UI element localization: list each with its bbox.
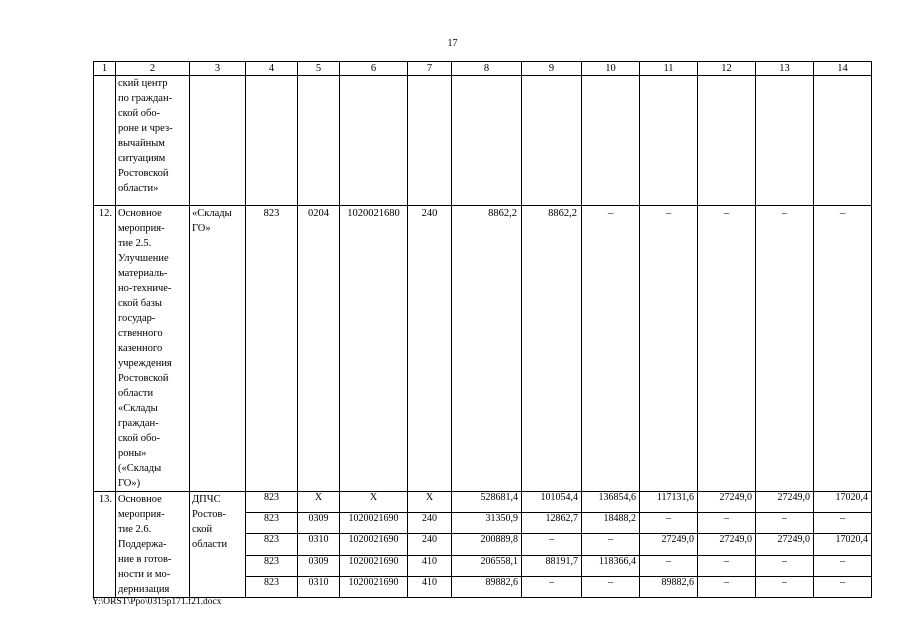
value-cell: 823 bbox=[246, 206, 298, 492]
value-cell: 240 bbox=[408, 513, 452, 534]
text-line: Основное bbox=[118, 494, 162, 505]
text-line: тие 2.6. bbox=[118, 524, 152, 535]
value-cell: 31350,9 bbox=[452, 513, 522, 534]
cell bbox=[756, 76, 814, 206]
value-cell: 1020021680 bbox=[340, 206, 408, 492]
row-number: 13. bbox=[94, 492, 116, 598]
value-cell: – bbox=[522, 534, 582, 555]
column-header: 8 bbox=[452, 62, 522, 76]
text-line: ской bbox=[192, 524, 213, 535]
cell bbox=[582, 76, 640, 206]
value-cell: 823 bbox=[246, 576, 298, 597]
value-cell: – bbox=[522, 576, 582, 597]
text-line: вычайным bbox=[118, 138, 165, 149]
text-line: по граждан- bbox=[118, 93, 173, 104]
cell bbox=[298, 76, 340, 206]
cell bbox=[246, 76, 298, 206]
value-cell: 0204 bbox=[298, 206, 340, 492]
column-header: 6 bbox=[340, 62, 408, 76]
value-cell: 12862,7 bbox=[522, 513, 582, 534]
value-cell: – bbox=[582, 206, 640, 492]
value-cell: – bbox=[814, 576, 872, 597]
value-cell: – bbox=[698, 513, 756, 534]
value-cell: 410 bbox=[408, 576, 452, 597]
table-row bbox=[94, 76, 872, 206]
value-cell: – bbox=[756, 206, 814, 492]
value-cell: Х bbox=[408, 492, 452, 513]
name-cell bbox=[116, 492, 190, 598]
value-cell: – bbox=[756, 576, 814, 597]
value-cell: 240 bbox=[408, 206, 452, 492]
cell bbox=[522, 76, 582, 206]
text-line: ской базы bbox=[118, 298, 162, 309]
value-cell: – bbox=[756, 555, 814, 576]
value-cell: – bbox=[756, 513, 814, 534]
text-line: ности и мо- bbox=[118, 569, 171, 580]
value-cell: 136854,6 bbox=[582, 492, 640, 513]
text-line: «Склады bbox=[192, 208, 232, 219]
text-line: тие 2.5. bbox=[118, 238, 152, 249]
text-line: Основное bbox=[118, 208, 162, 219]
value-cell: 823 bbox=[246, 534, 298, 555]
text-line: но-техниче- bbox=[118, 283, 172, 294]
value-cell: 823 bbox=[246, 555, 298, 576]
text-line: мероприя- bbox=[118, 223, 165, 234]
column-header: 3 bbox=[190, 62, 246, 76]
text-line: роне и чрез- bbox=[118, 123, 173, 134]
value-cell: – bbox=[582, 576, 640, 597]
value-cell: 528681,4 bbox=[452, 492, 522, 513]
cell bbox=[452, 76, 522, 206]
text-line: ГО» bbox=[192, 223, 211, 234]
column-header: 13 bbox=[756, 62, 814, 76]
value-cell: 101054,4 bbox=[522, 492, 582, 513]
value-cell: 27249,0 bbox=[640, 534, 698, 555]
text-line: мероприя- bbox=[118, 509, 165, 520]
text-line: казенного bbox=[118, 343, 163, 354]
column-header: 4 bbox=[246, 62, 298, 76]
text-line: роны» bbox=[118, 448, 147, 459]
value-cell: 1020021690 bbox=[340, 555, 408, 576]
budget-table bbox=[93, 61, 872, 598]
value-cell: 27249,0 bbox=[698, 492, 756, 513]
value-cell: 27249,0 bbox=[698, 534, 756, 555]
value-cell: 823 bbox=[246, 513, 298, 534]
cell bbox=[190, 76, 246, 206]
text-line: учреждения bbox=[118, 358, 172, 369]
value-cell: 206558,1 bbox=[452, 555, 522, 576]
column-header: 7 bbox=[408, 62, 452, 76]
column-header: 2 bbox=[116, 62, 190, 76]
text-line: («Склады bbox=[118, 463, 162, 474]
value-cell: 27249,0 bbox=[756, 534, 814, 555]
cell bbox=[814, 76, 872, 206]
value-cell: – bbox=[640, 555, 698, 576]
text-line: ГО») bbox=[118, 478, 141, 489]
value-cell: 18488,2 bbox=[582, 513, 640, 534]
value-cell: 17020,4 bbox=[814, 534, 872, 555]
value-cell: 823 bbox=[246, 492, 298, 513]
text-line: Поддержа- bbox=[118, 539, 167, 550]
value-cell: – bbox=[698, 206, 756, 492]
value-cell: 8862,2 bbox=[522, 206, 582, 492]
text-line: граждан- bbox=[118, 418, 159, 429]
value-cell: 240 bbox=[408, 534, 452, 555]
value-cell: 1020021690 bbox=[340, 534, 408, 555]
value-cell: – bbox=[814, 206, 872, 492]
text-line: дернизация bbox=[118, 584, 170, 595]
column-header: 11 bbox=[640, 62, 698, 76]
cell bbox=[640, 76, 698, 206]
text-line: Ростовской bbox=[118, 168, 169, 179]
text-line: ственного bbox=[118, 328, 163, 339]
text-line: Улучшение bbox=[118, 253, 169, 264]
cell bbox=[94, 76, 116, 206]
value-cell: 1020021690 bbox=[340, 576, 408, 597]
cell bbox=[340, 76, 408, 206]
value-cell: 410 bbox=[408, 555, 452, 576]
executor-cell bbox=[190, 492, 246, 598]
header-row bbox=[94, 62, 872, 76]
value-cell: Х bbox=[298, 492, 340, 513]
value-cell: 89882,6 bbox=[452, 576, 522, 597]
column-header: 12 bbox=[698, 62, 756, 76]
text-line: ской обо- bbox=[118, 433, 161, 444]
text-line: «Склады bbox=[118, 403, 158, 414]
value-cell: 0309 bbox=[298, 555, 340, 576]
column-header: 1 bbox=[94, 62, 116, 76]
cell bbox=[408, 76, 452, 206]
value-cell: – bbox=[814, 513, 872, 534]
value-cell: – bbox=[582, 534, 640, 555]
column-header: 14 bbox=[814, 62, 872, 76]
text-line: материаль- bbox=[118, 268, 168, 279]
value-cell: 118366,4 bbox=[582, 555, 640, 576]
value-cell: 17020,4 bbox=[814, 492, 872, 513]
value-cell: 117131,6 bbox=[640, 492, 698, 513]
value-cell: Х bbox=[340, 492, 408, 513]
value-cell: 88191,7 bbox=[522, 555, 582, 576]
value-cell: 89882,6 bbox=[640, 576, 698, 597]
column-header: 10 bbox=[582, 62, 640, 76]
value-cell: – bbox=[698, 576, 756, 597]
text-line: области bbox=[192, 539, 228, 550]
value-cell: – bbox=[640, 206, 698, 492]
name-cell bbox=[116, 76, 190, 206]
footer-file-path: Y:\ORST\Ppo\0315p171.f21.docx bbox=[92, 597, 222, 607]
value-cell: 8862,2 bbox=[452, 206, 522, 492]
table-row bbox=[94, 492, 872, 513]
table-row bbox=[94, 206, 872, 492]
value-cell: 27249,0 bbox=[756, 492, 814, 513]
value-cell: – bbox=[814, 555, 872, 576]
value-cell: – bbox=[640, 513, 698, 534]
value-cell: 1020021690 bbox=[340, 513, 408, 534]
column-header: 5 bbox=[298, 62, 340, 76]
value-cell: 0310 bbox=[298, 576, 340, 597]
text-line: ский центр bbox=[118, 78, 168, 89]
page-number: 17 bbox=[447, 38, 458, 49]
row-number: 12. bbox=[94, 206, 116, 492]
value-cell: – bbox=[698, 555, 756, 576]
value-cell: 200889,8 bbox=[452, 534, 522, 555]
value-cell: 0310 bbox=[298, 534, 340, 555]
name-cell bbox=[116, 206, 190, 492]
text-line: государ- bbox=[118, 313, 156, 324]
text-line: ской обо- bbox=[118, 108, 161, 119]
text-line: ние в готов- bbox=[118, 554, 172, 565]
text-line: Ростов- bbox=[192, 509, 226, 520]
text-line: ДПЧС bbox=[192, 494, 221, 505]
text-line: ситуациям bbox=[118, 153, 166, 164]
text-line: области bbox=[118, 388, 154, 399]
text-line: Ростовской bbox=[118, 373, 169, 384]
text-line: области» bbox=[118, 183, 159, 194]
value-cell: 0309 bbox=[298, 513, 340, 534]
cell bbox=[698, 76, 756, 206]
executor-cell bbox=[190, 206, 246, 492]
column-header: 9 bbox=[522, 62, 582, 76]
